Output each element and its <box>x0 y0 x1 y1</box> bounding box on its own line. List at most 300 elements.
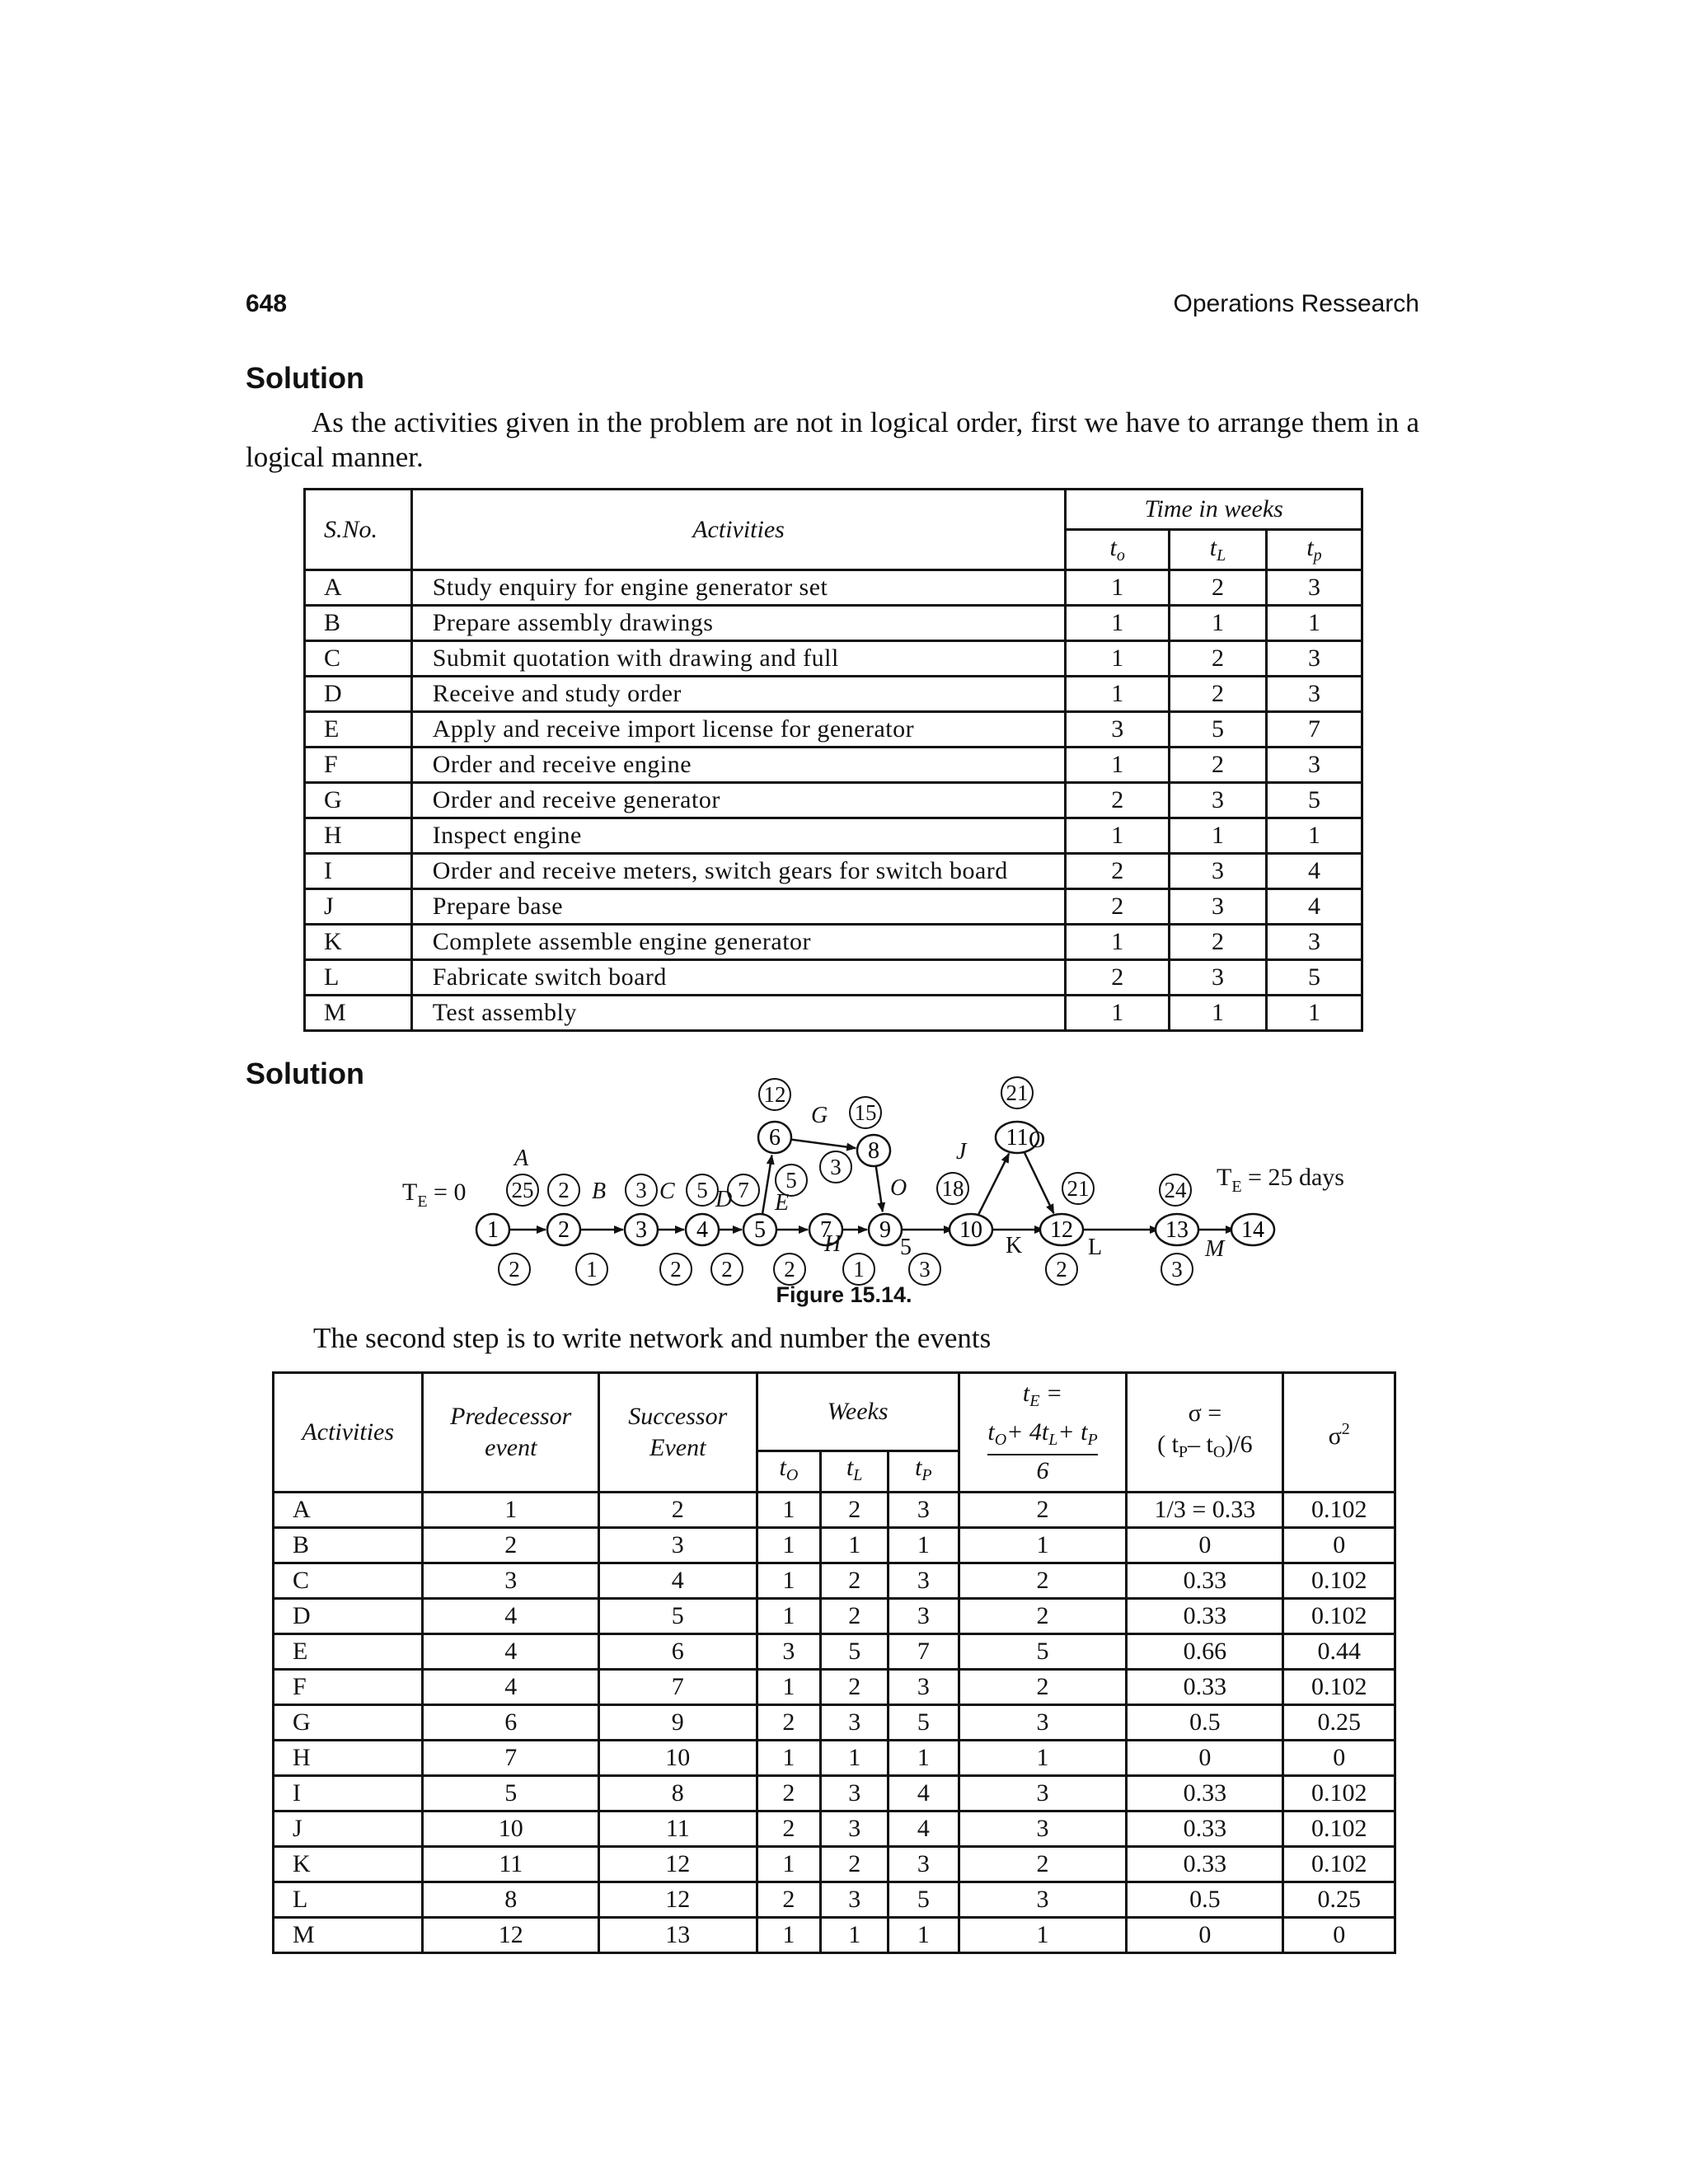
table-cell-tl: 3 <box>821 1811 889 1847</box>
col-sigma-squared: $\sigma^2$ <box>1283 1373 1395 1493</box>
table-cell-to: 1 <box>757 1918 821 1953</box>
table-cell-te: 2 <box>959 1599 1127 1634</box>
table-cell-tp: 1 <box>889 1741 959 1776</box>
table-cell-tp: 4 <box>1266 889 1362 925</box>
table-cell-tp: 5 <box>889 1705 959 1741</box>
event-node <box>743 1214 776 1245</box>
table-cell-sno: M <box>305 996 412 1031</box>
svg-text:2: 2 <box>558 1217 570 1243</box>
table-cell-tl: 2 <box>1170 925 1267 960</box>
svg-text:5: 5 <box>754 1217 766 1243</box>
table-cell-sigma2: 0.102 <box>1283 1599 1395 1634</box>
col-tp-header: $t_p$ <box>1266 530 1362 570</box>
table-cell-sigma: 0.33 <box>1127 1847 1283 1882</box>
table-cell-sigma: 0.5 <box>1127 1705 1283 1741</box>
table-cell-to: 2 <box>757 1882 821 1918</box>
svg-text:13: 13 <box>1165 1217 1189 1243</box>
table-cell-tl: 2 <box>821 1847 889 1882</box>
event-node <box>686 1214 719 1245</box>
table-cell-tp: 3 <box>889 1847 959 1882</box>
table-cell-to: 2 <box>757 1811 821 1847</box>
table-cell-pred: 6 <box>423 1705 599 1741</box>
table-cell-pred: 8 <box>423 1882 599 1918</box>
svg-text:3: 3 <box>919 1257 931 1282</box>
col-sigma: σ = ( $t_P-$ $t_O)/6$ <box>1127 1373 1283 1493</box>
event-node <box>1040 1214 1083 1245</box>
table-cell-tl: 2 <box>821 1599 889 1634</box>
table-cell-sno: K <box>305 925 412 960</box>
time-label <box>548 1174 579 1206</box>
table-cell-to: 1 <box>757 1563 821 1599</box>
activity-label: J <box>956 1139 967 1165</box>
table-row <box>305 712 1362 748</box>
svg-text:2: 2 <box>784 1257 795 1282</box>
time-label <box>711 1254 743 1285</box>
table-cell-tl: 3 <box>1170 854 1267 889</box>
table-row <box>305 996 1362 1031</box>
table-row <box>274 1599 1395 1634</box>
time-label <box>1062 1173 1094 1204</box>
table-cell-activity: Order and receive generator <box>411 783 1066 818</box>
event-node <box>857 1135 890 1166</box>
table-cell-activity: Prepare assembly drawings <box>411 606 1066 641</box>
time-label <box>507 1174 538 1206</box>
table-cell-succ: 7 <box>599 1670 757 1705</box>
table-cell-act: H <box>274 1741 423 1776</box>
table-cell-succ: 12 <box>599 1847 757 1882</box>
table-cell-to: 2 <box>757 1705 821 1741</box>
network-arrow <box>978 1154 1009 1215</box>
table-cell-sigma: 0.33 <box>1127 1811 1283 1847</box>
table-cell-to: 1 <box>757 1670 821 1705</box>
network-diagram <box>387 1065 1376 1287</box>
table-row <box>305 641 1362 677</box>
table-row <box>305 748 1362 783</box>
table-cell-tp: 1 <box>1266 818 1362 854</box>
activity-label: K <box>1006 1233 1023 1258</box>
activity-label: G <box>811 1103 828 1128</box>
table-cell-act: M <box>274 1918 423 1953</box>
table-row <box>274 1493 1395 1528</box>
table-cell-tp: 4 <box>889 1811 959 1847</box>
table-cell-sigma2: 0 <box>1283 1918 1395 1953</box>
table-cell-tp: 5 <box>889 1882 959 1918</box>
table-cell-succ: 10 <box>599 1741 757 1776</box>
table-row <box>305 960 1362 996</box>
table-cell-to: 1 <box>757 1599 821 1634</box>
time-label <box>774 1254 805 1285</box>
table-cell-sno: F <box>305 748 412 783</box>
time-label <box>820 1151 851 1183</box>
table-cell-sigma: 0.33 <box>1127 1563 1283 1599</box>
table-cell-sigma2: 0.102 <box>1283 1563 1395 1599</box>
activity-label: H <box>824 1231 842 1257</box>
table-cell-tl: 1 <box>821 1741 889 1776</box>
table-cell-te: 3 <box>959 1776 1127 1811</box>
table-cell-to: 1 <box>1066 570 1170 606</box>
figure-caption: Figure 15.14. <box>776 1282 912 1307</box>
table-cell-sigma: 0.33 <box>1127 1776 1283 1811</box>
table-cell-te: 3 <box>959 1811 1127 1847</box>
table-cell-succ: 6 <box>599 1634 757 1670</box>
table-row <box>305 854 1362 889</box>
table-cell-succ: 12 <box>599 1882 757 1918</box>
table-cell-succ: 3 <box>599 1528 757 1563</box>
svg-text:5: 5 <box>696 1178 708 1202</box>
table-cell-tp: 3 <box>1266 677 1362 712</box>
table-cell-sigma2: 0.102 <box>1283 1847 1395 1882</box>
table-cell-tl: 2 <box>821 1670 889 1705</box>
table-cell-tl: 3 <box>821 1776 889 1811</box>
svg-text:11: 11 <box>1006 1125 1029 1151</box>
col-te: $t_E$ = $t_O+ 4t_L+ t_P$ 6 <box>959 1373 1127 1493</box>
svg-text:4: 4 <box>696 1217 708 1243</box>
table-cell-pred: 2 <box>423 1528 599 1563</box>
table-cell-sigma2: 0.44 <box>1283 1634 1395 1670</box>
te-label: $T_E = 25$ days <box>1217 1164 1344 1196</box>
table-cell-sno: D <box>305 677 412 712</box>
table-cell-act: E <box>274 1634 423 1670</box>
svg-text:14: 14 <box>1241 1217 1264 1243</box>
table-cell-pred: 11 <box>423 1847 599 1882</box>
table-cell-tl: 1 <box>1170 606 1267 641</box>
table-cell-to: 1 <box>757 1493 821 1528</box>
table-cell-pred: 7 <box>423 1741 599 1776</box>
table-row <box>274 1918 1395 1953</box>
table-cell-sigma2: 0.102 <box>1283 1811 1395 1847</box>
table-cell-act: D <box>274 1599 423 1634</box>
table-cell-tp: 3 <box>889 1670 959 1705</box>
table-cell-sigma2: 0.102 <box>1283 1670 1395 1705</box>
table-row <box>274 1634 1395 1670</box>
svg-text:2: 2 <box>670 1257 682 1282</box>
table-cell-to: 1 <box>757 1741 821 1776</box>
table-cell-activity: Apply and receive import license for generator <box>411 712 1066 748</box>
table-cell-tl: 2 <box>1170 570 1267 606</box>
table-cell-to: 2 <box>757 1776 821 1811</box>
table-cell-activity: Order and receive meters, switch gears for switch board <box>411 854 1066 889</box>
event-node <box>869 1214 902 1245</box>
table-cell-to: 1 <box>1066 677 1170 712</box>
table-cell-to: 1 <box>1066 641 1170 677</box>
svg-text:2: 2 <box>509 1257 520 1282</box>
col-weeks: Weeks <box>757 1373 959 1451</box>
time-label <box>1160 1174 1191 1206</box>
svg-text:3: 3 <box>830 1155 842 1179</box>
table-cell-tl: 2 <box>821 1493 889 1528</box>
table-row <box>305 889 1362 925</box>
time-label <box>1046 1254 1077 1285</box>
svg-text:24: 24 <box>1164 1178 1187 1202</box>
intro-paragraph: As the activities given in the problem are not in logical order, first we have to arrange them in a logical manner. <box>246 406 1419 473</box>
table-cell-te: 2 <box>959 1847 1127 1882</box>
table-row <box>274 1528 1395 1563</box>
table-cell-tl: 2 <box>1170 641 1267 677</box>
table-cell-tl: 3 <box>821 1882 889 1918</box>
table-cell-tl: 1 <box>821 1528 889 1563</box>
table-cell-te: 1 <box>959 1918 1127 1953</box>
step-text: The second step is to write network and number the events <box>313 1322 992 1354</box>
table-cell-sno: E <box>305 712 412 748</box>
table-cell-to: 1 <box>757 1847 821 1882</box>
table-cell-to: 2 <box>1066 960 1170 996</box>
col-successor: Successor Event <box>599 1373 757 1493</box>
page-number: 648 <box>246 290 288 317</box>
time-label <box>660 1254 692 1285</box>
svg-text:18: 18 <box>941 1176 964 1201</box>
table-row <box>274 1741 1395 1776</box>
col-time-header: Time in weeks <box>1066 490 1362 530</box>
table-cell-te: 3 <box>959 1882 1127 1918</box>
svg-text:10: 10 <box>959 1217 982 1243</box>
table-cell-pred: 12 <box>423 1918 599 1953</box>
event-node <box>1231 1214 1274 1245</box>
table-row <box>305 606 1362 641</box>
table-cell-activity: Complete assemble engine generator <box>411 925 1066 960</box>
table-row <box>274 1563 1395 1599</box>
table-cell-sigma2: 0 <box>1283 1528 1395 1563</box>
table-cell-act: B <box>274 1528 423 1563</box>
table-cell-act: L <box>274 1882 423 1918</box>
svg-text:2: 2 <box>721 1257 733 1282</box>
table-cell-te: 1 <box>959 1741 1127 1776</box>
table-cell-tp: 7 <box>889 1634 959 1670</box>
col-to-header: $t_o$ <box>1066 530 1170 570</box>
table-cell-tp: 3 <box>1266 748 1362 783</box>
table-cell-tp: 3 <box>1266 925 1362 960</box>
table-cell-sno: B <box>305 606 412 641</box>
svg-text:1: 1 <box>487 1217 499 1243</box>
svg-text:3: 3 <box>635 1217 647 1243</box>
time-label <box>728 1174 759 1206</box>
table-cell-tp: 7 <box>1266 712 1362 748</box>
activity-label: C <box>659 1179 675 1204</box>
svg-text:8: 8 <box>868 1138 879 1164</box>
col-tl-header: $t_L$ <box>1170 530 1267 570</box>
table-cell-pred: 4 <box>423 1599 599 1634</box>
table-cell-act: K <box>274 1847 423 1882</box>
table-cell-sigma: 0 <box>1127 1528 1283 1563</box>
table-cell-activity: Test assembly <box>411 996 1066 1031</box>
event-node <box>758 1122 791 1153</box>
table-cell-act: J <box>274 1811 423 1847</box>
table-row <box>305 925 1362 960</box>
table-cell-tl: 3 <box>1170 889 1267 925</box>
table-cell-act: F <box>274 1670 423 1705</box>
table-cell-activity: Order and receive engine <box>411 748 1066 783</box>
table-cell-pred: 4 <box>423 1634 599 1670</box>
table-cell-to: 1 <box>1066 606 1170 641</box>
te-label: $T_E = 0$ <box>402 1179 467 1211</box>
table-cell-tp: 4 <box>1266 854 1362 889</box>
time-label <box>843 1254 874 1285</box>
svg-text:25: 25 <box>511 1178 534 1202</box>
svg-text:15: 15 <box>854 1100 877 1125</box>
activity-label: E <box>775 1190 790 1216</box>
table-cell-to: 3 <box>1066 712 1170 748</box>
event-node <box>950 1214 992 1245</box>
table-cell-succ: 2 <box>599 1493 757 1528</box>
table-cell-sigma: 0 <box>1127 1741 1283 1776</box>
svg-text:7: 7 <box>738 1178 749 1202</box>
activity-label: O <box>1029 1127 1046 1153</box>
table-cell-to: 3 <box>757 1634 821 1670</box>
table-row <box>274 1847 1395 1882</box>
table-cell-sno: J <box>305 889 412 925</box>
table-cell-succ: 5 <box>599 1599 757 1634</box>
table-cell-tl: 1 <box>1170 996 1267 1031</box>
table-cell-te: 2 <box>959 1493 1127 1528</box>
table-cell-tp: 3 <box>889 1599 959 1634</box>
running-head: Operations Ressearch <box>1173 290 1419 317</box>
table-cell-te: 2 <box>959 1670 1127 1705</box>
table-cell-te: 2 <box>959 1563 1127 1599</box>
svg-text:12: 12 <box>1050 1217 1073 1243</box>
time-label <box>909 1254 940 1285</box>
table-cell-tp: 4 <box>889 1776 959 1811</box>
table-cell-pred: 10 <box>423 1811 599 1847</box>
table-cell-activity: Prepare base <box>411 889 1066 925</box>
time-label <box>1001 1077 1033 1108</box>
table-cell-tl: 5 <box>1170 712 1267 748</box>
table-cell-tl: 3 <box>1170 960 1267 996</box>
section-heading-2: Solution <box>246 1057 364 1090</box>
table-cell-pred: 4 <box>423 1670 599 1705</box>
time-label <box>499 1254 530 1285</box>
table-cell-pred: 1 <box>423 1493 599 1528</box>
table-cell-to: 1 <box>1066 996 1170 1031</box>
event-node <box>1156 1214 1198 1245</box>
table-row <box>274 1705 1395 1741</box>
table-cell-succ: 8 <box>599 1776 757 1811</box>
col-tp: $t_P$ <box>889 1451 959 1493</box>
table-cell-sno: G <box>305 783 412 818</box>
table-cell-sigma2: 0.25 <box>1283 1705 1395 1741</box>
table-cell-te: 3 <box>959 1705 1127 1741</box>
svg-text:3: 3 <box>1171 1257 1183 1282</box>
time-label <box>759 1079 790 1110</box>
time-label <box>576 1254 607 1285</box>
table-row <box>305 783 1362 818</box>
col-activities-header: Activities <box>411 490 1066 570</box>
table-cell-activity: Inspect engine <box>411 818 1066 854</box>
network-arrow <box>791 1140 856 1148</box>
table-cell-pred: 3 <box>423 1563 599 1599</box>
col-sno-header: S.No. <box>305 490 412 570</box>
table-cell-sigma: 0.33 <box>1127 1670 1283 1705</box>
time-label <box>626 1174 657 1206</box>
table-cell-tl: 3 <box>821 1705 889 1741</box>
svg-text:7: 7 <box>820 1217 832 1243</box>
activity-label: A <box>514 1146 529 1171</box>
table-cell-sno: I <box>305 854 412 889</box>
col-activities: Activities <box>274 1373 423 1493</box>
table-cell-sigma2: 0 <box>1283 1741 1395 1776</box>
svg-text:3: 3 <box>635 1178 647 1202</box>
event-node <box>547 1214 580 1245</box>
network-calculation-table <box>272 1371 1396 1954</box>
svg-text:6: 6 <box>769 1125 781 1151</box>
table-cell-act: A <box>274 1493 423 1528</box>
table-cell-tp: 1 <box>889 1528 959 1563</box>
table-row <box>305 677 1362 712</box>
table-cell-tl: 2 <box>821 1563 889 1599</box>
time-label <box>1161 1254 1193 1285</box>
table-cell-to: 1 <box>1066 925 1170 960</box>
svg-text:5: 5 <box>785 1168 797 1193</box>
table-cell-activity: Submit quotation with drawing and full <box>411 641 1066 677</box>
network-arrow <box>876 1167 883 1212</box>
activity-label: M <box>1205 1236 1225 1262</box>
table-cell-sigma: 0 <box>1127 1918 1283 1953</box>
table-cell-tp: 3 <box>889 1493 959 1528</box>
col-tl: $t_L$ <box>821 1451 889 1493</box>
table-row <box>274 1776 1395 1811</box>
network-arrow <box>762 1155 771 1214</box>
table-cell-tp: 1 <box>889 1918 959 1953</box>
svg-text:21: 21 <box>1006 1080 1029 1105</box>
table-cell-act: G <box>274 1705 423 1741</box>
col-to: $t_O$ <box>757 1451 821 1493</box>
table-row <box>274 1811 1395 1847</box>
table-row <box>274 1670 1395 1705</box>
time-label <box>687 1174 718 1206</box>
table-cell-succ: 4 <box>599 1563 757 1599</box>
table-cell-tl: 1 <box>1170 818 1267 854</box>
table-cell-tp: 5 <box>1266 960 1362 996</box>
event-node <box>625 1214 658 1245</box>
duration-label: 5 <box>900 1235 912 1260</box>
event-node <box>476 1214 509 1245</box>
table-cell-tp: 3 <box>1266 641 1362 677</box>
table-cell-tp: 3 <box>1266 570 1362 606</box>
table-cell-tl: 1 <box>821 1918 889 1953</box>
section-heading: Solution <box>246 361 364 395</box>
svg-text:1: 1 <box>853 1257 865 1282</box>
table-cell-activity: Study enquiry for engine generator set <box>411 570 1066 606</box>
time-label <box>937 1173 968 1204</box>
table-row <box>305 570 1362 606</box>
activity-label: D <box>715 1187 733 1212</box>
table-cell-to: 2 <box>1066 783 1170 818</box>
table-cell-sigma2: 0.102 <box>1283 1776 1395 1811</box>
table-cell-sno: L <box>305 960 412 996</box>
table-cell-to: 2 <box>1066 889 1170 925</box>
table-cell-tl: 2 <box>1170 748 1267 783</box>
table-cell-to: 1 <box>1066 748 1170 783</box>
table-cell-tp: 1 <box>1266 606 1362 641</box>
network-arrow <box>1025 1152 1054 1213</box>
svg-text:21: 21 <box>1067 1176 1090 1201</box>
table-cell-act: C <box>274 1563 423 1599</box>
table-cell-act: I <box>274 1776 423 1811</box>
table-cell-sno: A <box>305 570 412 606</box>
activities-time-table <box>303 488 1363 1032</box>
table-cell-tl: 3 <box>1170 783 1267 818</box>
table-row <box>274 1882 1395 1918</box>
activity-label: L <box>1088 1235 1103 1260</box>
activity-label: O <box>890 1175 907 1201</box>
table-row <box>305 818 1362 854</box>
table-cell-te: 5 <box>959 1634 1127 1670</box>
svg-text:2: 2 <box>1056 1257 1067 1282</box>
table-cell-sigma: 0.66 <box>1127 1634 1283 1670</box>
table-cell-tp: 3 <box>889 1563 959 1599</box>
table-cell-sigma: 0.5 <box>1127 1882 1283 1918</box>
activity-label: B <box>592 1179 607 1204</box>
table-cell-tp: 1 <box>1266 996 1362 1031</box>
table-cell-sigma2: 0.102 <box>1283 1493 1395 1528</box>
